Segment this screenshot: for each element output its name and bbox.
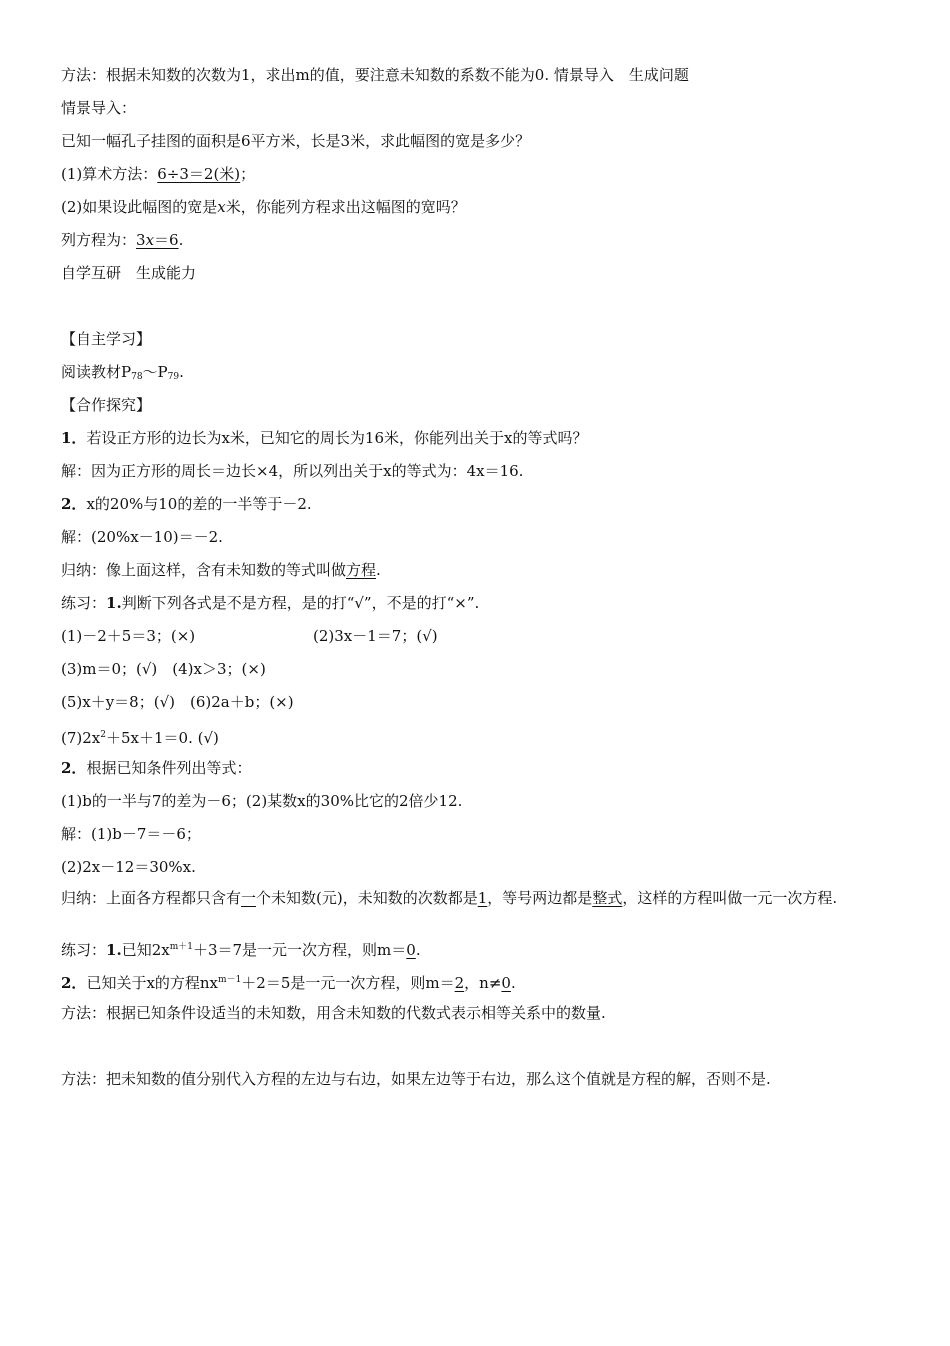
exercise-answer: 0	[501, 974, 511, 992]
scenario-problem	[61, 130, 910, 152]
section-heading-self-study	[61, 262, 910, 284]
exercise-answer: 0	[406, 941, 416, 959]
exercise-number: 1.	[106, 594, 122, 612]
exercise-number: 1.	[106, 941, 122, 959]
solution-3a	[61, 823, 910, 845]
question-text: 根据已知条件列出等式：	[86, 759, 252, 777]
equation-answer	[61, 229, 910, 251]
arithmetic-label: (1)算术方法：	[61, 165, 158, 183]
exercise-answer: 2	[454, 974, 465, 992]
question-text: x的20%与10的差的一半等于－2.	[86, 495, 312, 513]
summary-text: 归纳：上面各方程都只含有	[61, 889, 242, 907]
solution-2	[61, 526, 910, 548]
solution-3b	[61, 856, 910, 878]
scenario-heading	[61, 97, 910, 119]
exercise-text: ＋3＝7是一元一次方程，则m＝	[192, 941, 407, 959]
scenario-heading-text: 情景导入：	[61, 99, 137, 117]
exercise-label: 练习：	[61, 594, 107, 612]
exercise-item-7	[61, 724, 910, 749]
exercise-item: (7)2x	[61, 729, 101, 747]
method-note-text: 方法：把未知数的值分别代入方程的左边与右边，如果左边等于右边，那么这个值就是方程的解，否则不是.	[61, 1070, 771, 1088]
method-note-1	[61, 64, 910, 86]
solution-text: 解：(1)b－7＝－6；	[61, 825, 201, 843]
equation-question	[61, 196, 910, 218]
exponent: m－1	[218, 975, 242, 985]
method-note-3	[61, 1068, 910, 1090]
summary-equation	[61, 559, 910, 581]
punct: .	[178, 231, 184, 249]
summary-text: ，这样的方程叫做一元一次方程.	[622, 889, 838, 907]
question-number: 2．	[61, 759, 87, 777]
exercise-items-5-6	[61, 691, 910, 713]
summary-text: 个未知数(元)，未知数的次数都是	[256, 889, 478, 907]
method-note-text: 方法：根据已知条件设适当的未知数，用含未知数的代数式表示相等关系中的数量.	[61, 1004, 606, 1022]
punct: .	[376, 561, 381, 579]
equation-rhs: ＝6	[154, 231, 179, 249]
question-1	[61, 427, 910, 449]
exercise-1	[61, 592, 910, 614]
page-subscript: 78	[131, 372, 143, 382]
page-subscript: 79	[167, 372, 180, 382]
summary-answer: 整式	[592, 889, 623, 907]
exercise-text: 已知2x	[121, 941, 170, 959]
solution-text: 解：因为正方形的周长＝边长×4，所以列出关于x的等式为：4x＝16.	[61, 462, 524, 480]
reading-text: ～P	[142, 363, 168, 381]
solution-text: (2)2x－12＝30%x.	[61, 858, 196, 876]
conditions	[61, 790, 910, 812]
question-text: 若设正方形的边长为x米，已知它的周长为16米，你能列出关于x的等式吗？	[86, 429, 588, 447]
exercise-text: ＋2＝5是一元一次方程，则m＝	[241, 974, 455, 992]
exercise-items-3-4	[61, 658, 910, 680]
question-part: (2)如果设此幅图的宽是	[61, 198, 218, 216]
question-3	[61, 757, 910, 779]
conditions-text: (1)b的一半与7的差为－6；(2)某数x的30%比它的2倍少12.	[61, 792, 463, 810]
question-2	[61, 493, 910, 515]
exercise-text: ，n≠	[464, 974, 502, 992]
exercise-label: 练习：	[61, 941, 107, 959]
reading-assignment	[61, 361, 910, 388]
punct: .	[510, 974, 516, 992]
exponent: 2	[100, 730, 106, 740]
variable-x: x	[217, 198, 226, 216]
exponent: m＋1	[169, 942, 193, 952]
exercise-item: (5)x＋y＝8；(√) (6)2a＋b；(×)	[61, 693, 294, 711]
punct: .	[179, 363, 184, 381]
exercise-item: ＋5x＋1＝0. (√)	[106, 729, 219, 747]
question-number: 2．	[61, 974, 87, 992]
summary-answer: 一	[241, 889, 257, 907]
exercise-2-item-1	[61, 936, 910, 961]
summary-text: ，等号两边都是	[487, 889, 593, 907]
question-number: 1．	[61, 429, 87, 447]
exercise-item: (1)－2＋5＝3；(×)	[61, 627, 196, 645]
exercise-2-item-2	[61, 969, 910, 994]
exercise-text: 判断下列各式是不是方程，是的打“√”，不是的打“×”.	[121, 594, 480, 612]
equation-label: 列方程为：	[61, 231, 137, 249]
autonomous-learning-heading	[61, 328, 910, 350]
exercise-item: (3)m＝0；(√) (4)x＞3；(×)	[61, 660, 266, 678]
solution-1	[61, 460, 910, 482]
cooperative-inquiry-text: 【合作探究】	[61, 396, 152, 414]
variable-x: x	[145, 231, 155, 249]
question-number: 2．	[61, 495, 87, 513]
punct: ；	[240, 165, 256, 183]
summary-answer: 方程	[346, 561, 377, 579]
summary-answer: 1	[477, 889, 488, 907]
summary-text: 归纳：像上面这样，含有未知数的等式叫做	[61, 561, 347, 579]
method-note-1-text: 方法：根据未知数的次数为1，求出m的值，要注意未知数的系数不能为0. 情景导入 生成问题	[61, 66, 689, 84]
method-note-2	[61, 1002, 910, 1024]
question-part: 米，你能列方程求出这幅图的宽吗？	[225, 198, 466, 216]
arithmetic-method	[61, 163, 910, 185]
arithmetic-answer: 6÷3＝2(米)	[157, 165, 241, 183]
punct: .	[415, 941, 421, 959]
exercise-text: 已知关于x的方程nx	[86, 974, 219, 992]
exercise-item: (2)3x－1＝7；(√)	[313, 627, 438, 645]
reading-text: 阅读教材P	[61, 363, 132, 381]
solution-text: 解：(20%x－10)＝－2.	[61, 528, 223, 546]
equation-coef: 3	[136, 231, 146, 249]
summary-linear-equation	[61, 887, 890, 909]
section-heading-text: 自学互研 生成能力	[61, 264, 197, 282]
exercise-items-1-2	[61, 625, 910, 647]
autonomous-learning-text: 【自主学习】	[61, 330, 152, 348]
cooperative-inquiry-heading	[61, 394, 910, 416]
scenario-problem-text: 已知一幅孔子挂图的面积是6平方米，长是3米，求此幅图的宽是多少？	[61, 132, 531, 150]
